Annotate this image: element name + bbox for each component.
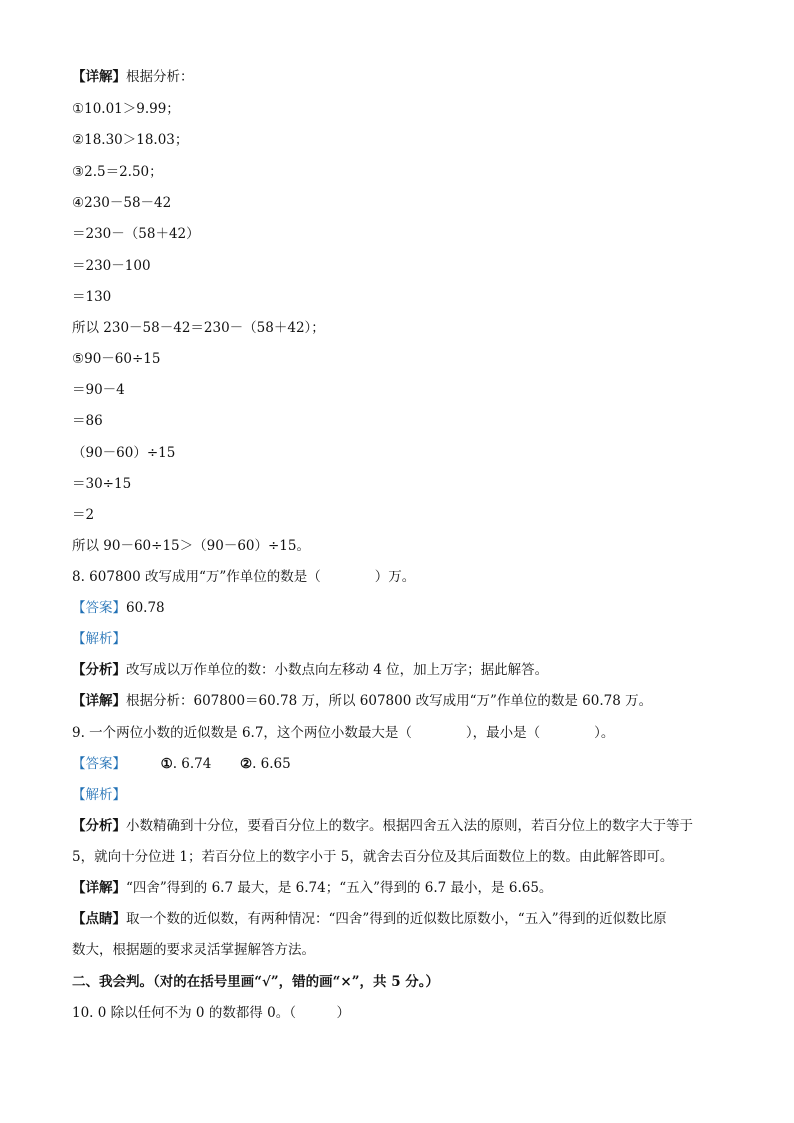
q9-fenxi (72, 817, 693, 835)
section-heading: 二、我会判。（对的在括号里画“√”，错的画“×”，共 5 分。） (72, 974, 440, 990)
detail-label: 【详解】 (72, 69, 126, 85)
q9-fenxi-cont: 5，就向十分位进 1；若百分位上的数字小于 5，就舍去百分位及其后面数位上的数。由此解答即可。 (72, 849, 674, 865)
answer-value: 60.78 (126, 600, 165, 616)
q9-dianjing (72, 910, 667, 928)
detail-line: ①10.01＞9.99； (72, 101, 180, 117)
xiangjie-label: 【详解】 (72, 693, 126, 709)
detail-line: ＝130 (72, 289, 112, 305)
xiangjie-label: 【详解】 (72, 880, 126, 896)
answer-label: 【答案】 (72, 600, 126, 616)
detail-line: ＝2 (72, 507, 95, 523)
detail-line: ＝30÷15 (72, 476, 132, 492)
analysis-label: 【解析】 (72, 787, 126, 803)
q9-dianjing-cont: 数大，根据题的要求灵活掌握解答方法。 (72, 942, 315, 958)
detail-line: ＝90－4 (72, 382, 125, 398)
fenxi-text: 改写成以万作单位的数：小数点向左移动 4 位，加上万字；据此解答。 (126, 662, 549, 678)
detail-line: 所以 90－60÷15＞（90－60）÷15。 (72, 538, 310, 554)
answer-2-value: . 6.65 (252, 756, 291, 772)
detail-line: ＝230－100 (72, 258, 151, 274)
detail-line: ＝230－（58＋42） (72, 226, 200, 242)
xiangjie-text: “四舍”得到的 6.7 最大，是 6.74；“五入”得到的 6.7 最小，是 6.65。 (126, 880, 553, 896)
q8-answer (72, 599, 165, 617)
detail-line: ⑤90－60÷15 (72, 351, 161, 367)
question-8: 8. 607800 改写成用“万”作单位的数是（ ）万。 (72, 569, 416, 585)
dianjing-label: 【点睛】 (72, 911, 126, 927)
q8-fenxi (72, 661, 548, 679)
analysis-label: 【解析】 (72, 631, 126, 647)
detail-line: ④230－58－42 (72, 195, 172, 211)
dianjing-text: 取一个数的近似数，有两种情况：“四舍”得到的近似数比原数小，“五入”得到的近似数比原 (126, 911, 667, 927)
fenxi-text: 小数精确到十分位，要看百分位上的数字。根据四舍五入法的原则，若百分位上的数字大于等于 (126, 818, 693, 834)
answer-1-value: . 6.74 (172, 756, 212, 772)
detail-intro: 根据分析： (126, 69, 194, 85)
detail-line: （90－60）÷15 (72, 445, 176, 461)
answer-2-marker: ② (239, 756, 253, 772)
fenxi-label: 【分析】 (72, 662, 126, 678)
answer-label: 【答案】 (72, 756, 126, 772)
fenxi-label: 【分析】 (72, 818, 126, 834)
q9-analysis (72, 786, 126, 804)
question-9: 9. 一个两位小数的近似数是 6.7，这个两位小数最大是（ ），最小是（ ）。 (72, 725, 615, 741)
detail-paragraph (72, 68, 194, 86)
q8-analysis (72, 630, 126, 648)
answer-1-marker: ① (160, 756, 173, 772)
question-10: 10. 0 除以任何不为 0 的数都得 0。（ ） (72, 1005, 350, 1021)
xiangjie-text: 根据分析：607800＝60.78 万，所以 607800 改写成用“万”作单位的数是 60.78 万。 (126, 693, 653, 709)
q8-xiangjie (72, 692, 652, 710)
detail-line: ②18.30＞18.03； (72, 132, 189, 148)
detail-line: ＝86 (72, 413, 103, 429)
q9-answer (72, 755, 291, 773)
detail-line: ③2.5＝2.50； (72, 164, 163, 180)
detail-line: 所以 230－58－42＝230－（58＋42）； (72, 320, 325, 336)
q9-xiangjie (72, 879, 552, 897)
